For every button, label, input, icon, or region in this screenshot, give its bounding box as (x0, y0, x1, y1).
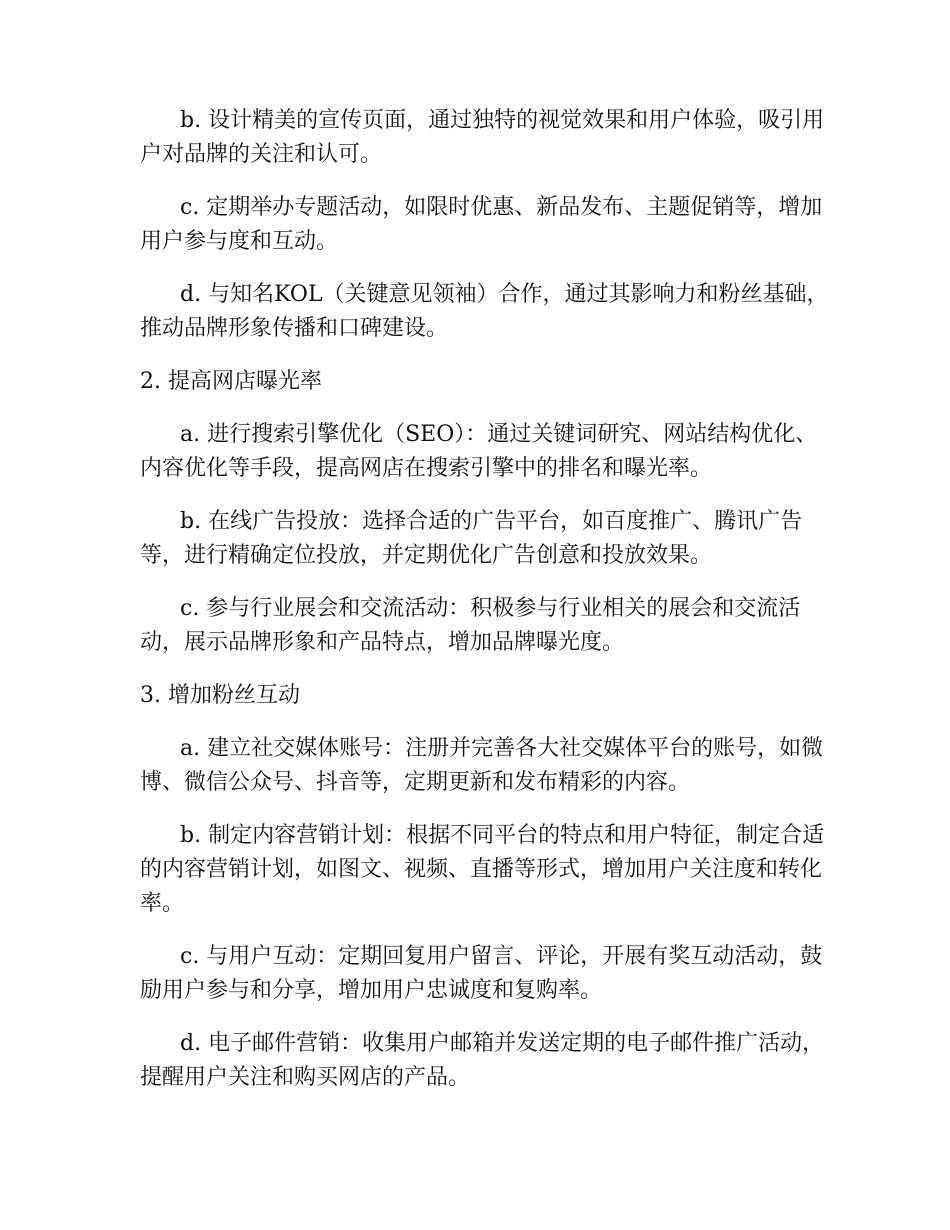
paragraph-item-c-themed-events: c. 定期举办专题活动，如限时优惠、新品发布、主题促销等，增加用户参与度和互动。 (140, 195, 823, 254)
paragraph-item-a-seo: a. 进行搜索引擎优化（SEO）：通过关键词研究、网站结构优化、内容优化等手段，提高网店在搜索引擎中的排名和曝光率。 (140, 422, 818, 481)
paragraph-item-c-user-interaction: c. 与用户互动：定期回复用户留言、评论，开展有奖互动活动，鼓励用户参与和分享，增加用户忠诚度和复购率。 (140, 944, 823, 1003)
paragraph-item-b-online-ads: b. 在线广告投放：选择合适的广告平台，如百度推广、腾讯广告等，进行精确定位投放，并定期优化广告创意和投放效果。 (140, 509, 803, 568)
paragraph-item-a-social-accounts: a. 建立社交媒体账号：注册并完善各大社交媒体平台的账号，如微博、微信公众号、抖音等，定期更新和发布精彩的内容。 (140, 736, 824, 795)
paragraph-item-d-kol-cooperation: d. 与知名KOL（关键意见领袖）合作，通过其影响力和粉丝基础，推动品牌形象传播和口碑建设。 (140, 282, 829, 341)
section-heading-3: 3. 增加粉丝互动 (140, 683, 300, 708)
paragraph-item-d-email-marketing: d. 电子邮件营销：收集用户邮箱并发送定期的电子邮件推广活动，提醒用户关注和购买网店的产品。 (140, 1031, 825, 1090)
paragraph-item-b-promo-page: b. 设计精美的宣传页面，通过独特的视觉效果和用户体验，吸引用户对品牌的关注和认可。 (140, 108, 825, 167)
paragraph-item-b-content-plan: b. 制定内容营销计划：根据不同平台的特点和用户特征，制定合适的内容营销计划，如图文、视频、直播等形式，增加用户关注度和转化率。 (140, 823, 825, 916)
paragraph-item-c-trade-shows: c. 参与行业展会和交流活动：积极参与行业相关的展会和交流活动，展示品牌形象和产品特点，增加品牌曝光度。 (140, 596, 801, 655)
section-heading-2: 2. 提高网店曝光率 (140, 369, 322, 394)
